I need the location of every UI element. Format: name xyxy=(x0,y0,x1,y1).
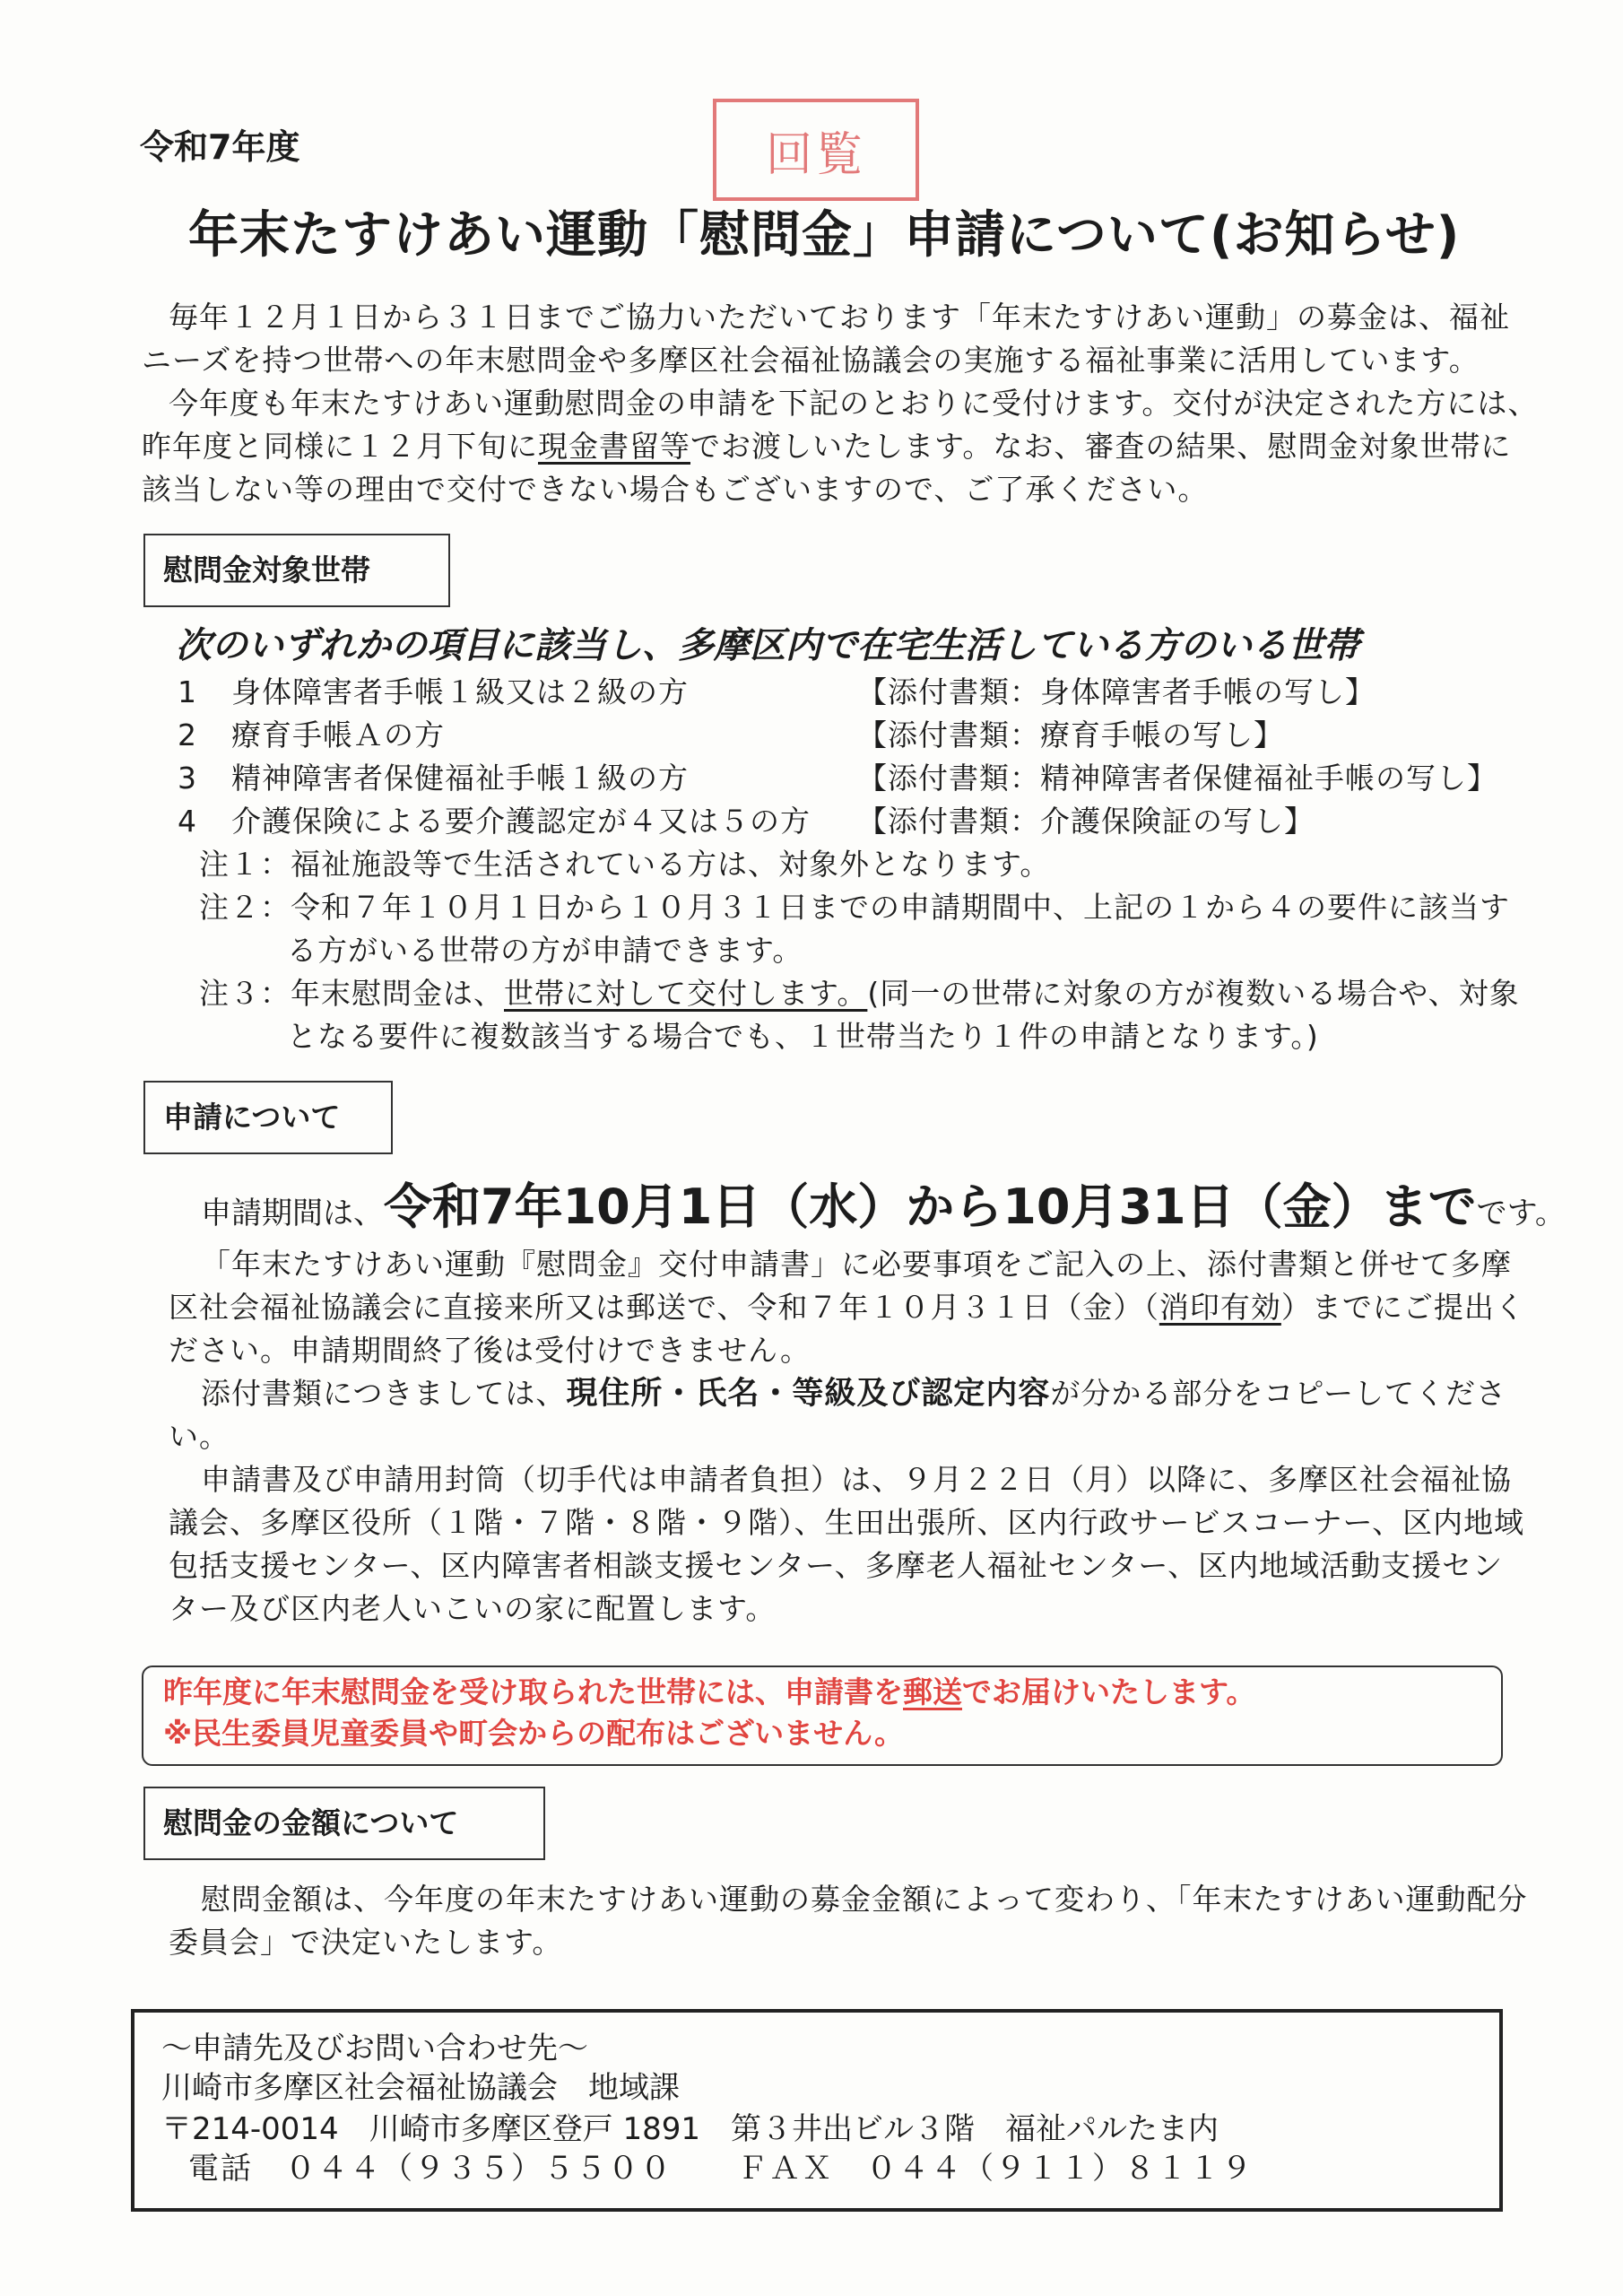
apply-p1-line1: 「年末たすけあい運動『慰問金』交付申請書」に必要事項をご記入の上、添付書類と併せて多摩 xyxy=(201,1247,1512,1282)
section-heading-apply: 申請について xyxy=(143,1081,393,1154)
section-heading-target: 慰問金対象世帯 xyxy=(143,534,450,607)
list-item-number: 1 xyxy=(178,674,197,709)
page-title: 年末たすけあい運動「慰問金」申請について(お知らせ) xyxy=(188,206,1461,265)
contact-address: 〒214-0014 川崎市多摩区登戸 1891 第３井出ビル３階 福祉パルたま内 xyxy=(161,2111,1219,2147)
list-item-attachment: 【添付書類：精神障害者保健福祉手帳の写し】 xyxy=(857,761,1497,796)
contact-box xyxy=(131,2009,1503,2212)
note-3-line2: となる要件に複数該当する場合でも、１世帯当たり１件の申請となります。) xyxy=(287,1019,1319,1054)
apply-p3-line2: 議会、多摩区役所（１階・７階・８階・９階）、生田出張所、区内行政サービスコーナー、区内地域 xyxy=(169,1505,1525,1540)
contact-heading: ～申請先及びお問い合わせ先～ xyxy=(161,2031,588,2066)
list-item-text: 身体障害者手帳１級又は２級の方 xyxy=(231,674,689,709)
mail-underline: 郵送 xyxy=(903,1674,962,1709)
circulation-stamp: 回覧 xyxy=(713,99,919,201)
amount-line2: 委員会」で決定いたします。 xyxy=(169,1925,563,1960)
list-item-attachment: 【添付書類：身体障害者手帳の写し】 xyxy=(857,674,1376,709)
apply-p2-line1: 添付書類につきましては、現住所・氏名・等級及び認定内容が分かる部分をコピーしてくださ xyxy=(201,1376,1507,1412)
apply-p3-line3: 包括支援センター、区内障害者相談支援センター、多摩老人福祉センター、区内地域活動支援セン xyxy=(169,1548,1504,1583)
list-item-text: 精神障害者保健福祉手帳１級の方 xyxy=(231,761,689,796)
intro-p1-line1: 毎年１２月１日から３１日までご協力いただいております「年末たすけあい運動」の募金は、福祉 xyxy=(169,300,1510,335)
list-item-number: 4 xyxy=(178,804,197,839)
list-item-number: 2 xyxy=(178,718,197,752)
list-item-attachment: 【添付書類：療育手帳の写し】 xyxy=(857,718,1284,752)
list-item-text: 療育手帳Ａの方 xyxy=(231,718,445,752)
contact-organization: 川崎市多摩区社会福祉協議会 地域課 xyxy=(161,2070,680,2106)
note-3-line1: 注３：年末慰問金は、世帯に対して交付します。(同一の世帯に対象の方が複数いる場合や、対象 xyxy=(199,976,1520,1011)
note-2-line1: 注２：令和７年１０月１日から１０月３１日までの申請期間中、上記の１から４の要件に該当す xyxy=(199,890,1510,925)
amount-line1: 慰問金額は、今年度の年末たすけあい運動の募金金額によって変わり、「年末たすけあい運動配分 xyxy=(201,1882,1528,1917)
apply-p3-line4: ター及び区内老人いこいの家に配置します。 xyxy=(169,1591,777,1626)
list-item-attachment: 【添付書類：介護保険証の写し】 xyxy=(857,804,1315,839)
intro-p2-line1: 今年度も年末たすけあい運動慰問金の申請を下記のとおりに受付けます。交付が決定された方には、 xyxy=(169,386,1539,421)
mail-notice-line1: 昨年度に年末慰問金を受け取られた世帯には、申請書を郵送でお届けいたします。 xyxy=(163,1674,1256,1709)
application-period-dates: 令和7年10月1日（水）から10月31日（金）まで xyxy=(384,1178,1477,1235)
target-subheading: 次のいずれかの項目に該当し、多摩区内で在宅生活している方のいる世帯 xyxy=(176,625,1359,666)
apply-p1-line3: ださい。申請期間終了後は受付けできません。 xyxy=(169,1333,811,1368)
apply-p3-line1: 申請書及び申請用封筒（切手代は申請者負担）は、９月２２日（月）以降に、多摩区社会福祉協 xyxy=(201,1462,1512,1497)
fiscal-year-label: 令和7年度 xyxy=(140,127,300,167)
note-1: 注１：福祉施設等で生活されている方は、対象外となります。 xyxy=(199,847,1051,882)
list-item-number: 3 xyxy=(178,761,197,796)
note-2-line2: る方がいる世帯の方が申請できます。 xyxy=(287,933,803,968)
cash-registered-mail: 現金書留等 xyxy=(538,429,690,464)
application-period: 申請期間は、令和7年10月1日（水）から10月31日（金）までです。 xyxy=(201,1178,1566,1235)
per-household-underline: 世帯に対して交付します。 xyxy=(504,976,868,1011)
postmark-valid: 消印有効 xyxy=(1159,1290,1281,1325)
apply-p2-line2: い。 xyxy=(169,1419,230,1454)
section-heading-amount: 慰問金の金額について xyxy=(143,1787,545,1860)
intro-p2-line3: 該当しない等の理由で交付できない場合もございますので、ご了承ください。 xyxy=(142,472,1209,507)
contact-phone-fax: 電話 ０４４（９３５）５５００ ＦＡＸ ０４４（９１１）８１１９ xyxy=(188,2151,1254,2187)
list-item-text: 介護保険による要介護認定が４又は５の方 xyxy=(231,804,811,839)
mail-notice-line2: ※民生委員児童委員や町会からの配布はございません。 xyxy=(163,1716,905,1751)
intro-p1-line2: ニーズを持つ世帯への年末慰問金や多摩区社会福祉協議会の実施する福祉事業に活用しています。 xyxy=(142,343,1480,378)
intro-p2-line2: 昨年度と同様に１２月下旬に現金書留等でお渡しいたします。なお、審査の結果、慰問金対象世帯に xyxy=(142,429,1512,464)
apply-p1-line2: 区社会福祉協議会に直接来所又は郵送で、令和７年１０月３１日（金）（消印有効）までにご提出く xyxy=(169,1290,1525,1325)
required-info-emphasis: 現住所・氏名・等級及び認定内容 xyxy=(566,1376,1051,1412)
